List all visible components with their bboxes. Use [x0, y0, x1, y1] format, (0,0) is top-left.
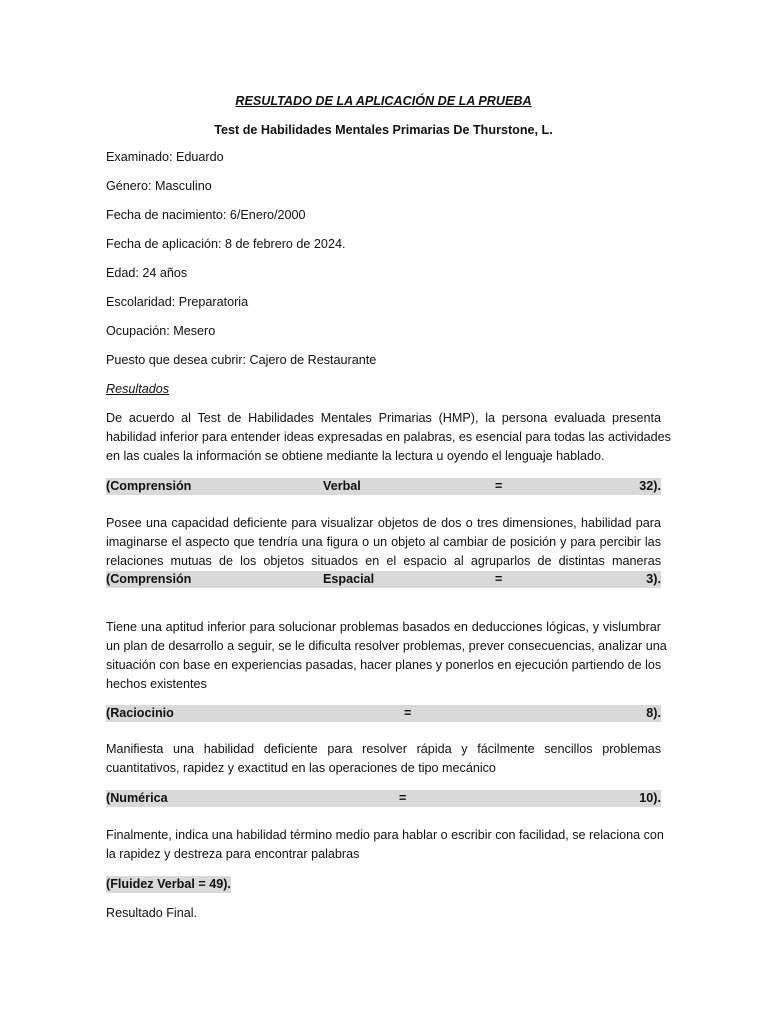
paragraph-line: De acuerdo al Test de Habilidades Mentales Primarias (HMP), la persona evaluada presenta: [106, 411, 661, 425]
field-schooling: Escolaridad: Preparatoria: [106, 295, 249, 309]
paragraph-line: relaciones mutuas de los objetos situados en el espacio al agruparlos de distintas maneras: [106, 554, 661, 568]
score-verbal-fluency: (Fluidez Verbal = 49).: [106, 877, 231, 891]
results-heading: Resultados: [106, 382, 170, 396]
score-value: 8).: [646, 706, 661, 720]
paragraph-line: la rapidez y destreza para encontrar palabras: [106, 847, 360, 861]
field-age: Edad: 24 años: [106, 266, 188, 280]
field-occupation: Ocupación: Mesero: [106, 324, 216, 338]
paragraph-line: Manifiesta una habilidad deficiente para resolver rápida y fácilmente sencillos problemas: [106, 742, 661, 756]
paragraph-numeric: [106, 740, 661, 778]
score-label: (Comprensión: [106, 572, 192, 586]
score-label: Espacial: [323, 572, 375, 586]
score-label: (Comprensión: [106, 479, 192, 493]
field-application-date: Fecha de aplicación: 8 de febrero de 2024.: [106, 237, 346, 251]
score-spatial-comprehension: [106, 571, 661, 588]
document-subtitle: Test de Habilidades Mentales Primarias De Thurstone, L.: [214, 123, 553, 137]
paragraph-line: cuantitativos, rapidez y exactitud en las operaciones de tipo mecánico: [106, 761, 496, 775]
score-value: 3).: [646, 572, 661, 586]
field-birth-date: Fecha de nacimiento: 6/Enero/2000: [106, 208, 306, 222]
score-equals: =: [495, 479, 503, 493]
paragraph-line: imaginarse el aspecto que tendría una figura o un objeto al cambiar de posición y para percibir las: [106, 535, 661, 549]
score-value: 32).: [639, 479, 661, 493]
paragraph-spatial: [106, 514, 661, 571]
final-result-label: Resultado Final.: [106, 906, 198, 920]
paragraph-verbal: [106, 409, 671, 466]
paragraph-line: Posee una capacidad deficiente para visualizar objetos de dos o tres dimensiones, habilidad para: [106, 516, 661, 530]
score-equals: =: [404, 706, 412, 720]
score-equals: =: [495, 572, 503, 586]
paragraph-line: hechos existentes: [106, 677, 207, 691]
paragraph-line: habilidad inferior para entender ideas expresadas en palabras, es esencial para todas las actividades: [106, 430, 671, 444]
score-equals: =: [399, 791, 407, 805]
score-numeric: [106, 790, 661, 807]
score-label: Verbal: [323, 479, 361, 493]
paragraph-line: Tiene una aptitud inferior para solucionar problemas basados en deducciones lógicas, y vislumbrar: [106, 620, 661, 634]
field-examinee: Examinado: Eduardo: [106, 150, 224, 164]
score-label: (Numérica: [106, 791, 168, 805]
paragraph-verbal-fluency: [106, 826, 664, 864]
score-value: 10).: [639, 791, 661, 805]
score-reasoning: [106, 705, 661, 722]
paragraph-line: situación con base en experiencias pasadas, hacer planes y ponerlos en ejecución partiendo de los: [106, 658, 662, 672]
paragraph-line: un plan de desarrollo a seguir, se le dificulta resolver problemas, prever consecuencias, analizar una: [106, 639, 667, 653]
paragraph-reasoning: [106, 618, 667, 694]
paragraph-line: en las cuales la información se obtiene mediante la lectura u oyendo el lenguaje hablado.: [106, 449, 605, 463]
document-title: RESULTADO DE LA APLICACIÓN DE LA PRUEBA: [235, 94, 532, 108]
score-verbal-comprehension: [106, 478, 661, 495]
field-gender: Género: Masculino: [106, 179, 212, 193]
field-desired-position: Puesto que desea cubrir: Cajero de Restaurante: [106, 353, 377, 367]
score-label: (Raciocinio: [106, 706, 174, 720]
paragraph-line: Finalmente, indica una habilidad término medio para hablar o escribir con facilidad, se relaciona con: [106, 828, 664, 842]
